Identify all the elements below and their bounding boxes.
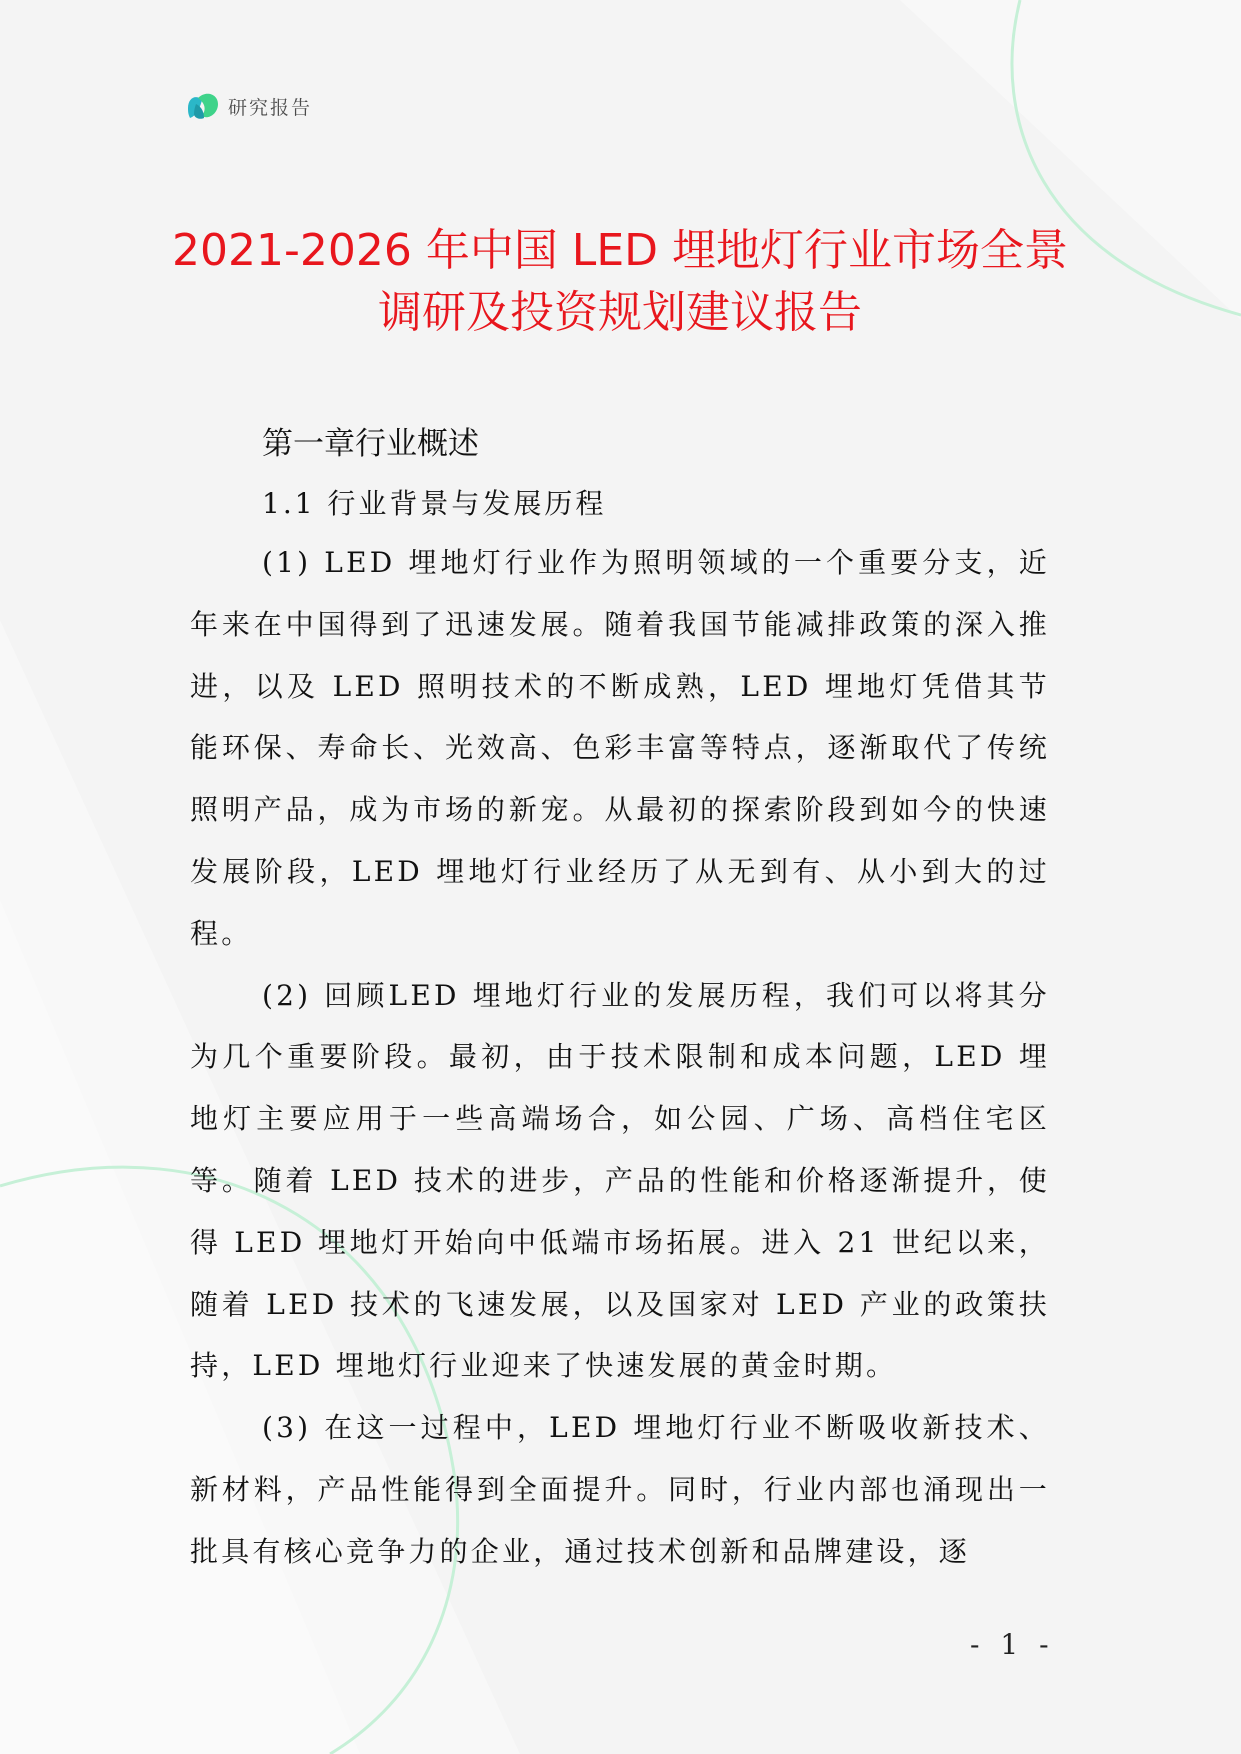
paragraph-2: (2) 回顾LED 埋地灯行业的发展历程，我们可以将其分为几个重要阶段。最初，由于技术限制和成本问题，LED 埋地灯主要应用于一些高端场合，如公园、广场、高档住宅区等。随着 LED 技术的进步，产品的性能和价格逐渐提升，使得 LED 埋地灯开始向中低端市场拓展。进入 21 世纪以来，随着 LED 技术的飞速发展，以及国家对 LED 产业的政策扶持，LED 埋地灯行业迎来了快速发展的黄金时期。 [190,978,1050,1383]
leaf-logo-icon [186,90,220,122]
chapter-heading: 第一章行业概述 [262,426,479,462]
body-text [190,532,1050,1583]
page-number: - 1 - [970,1628,1055,1661]
header-label: 研究报告 [228,96,313,119]
paragraph-1: (1) LED 埋地灯行业作为照明领域的一个重要分支，近年来在中国得到了迅速发展。随着我国节能减排政策的深入推进，以及 LED 照明技术的不断成熟，LED 埋地灯凭借其节能环保、寿命长、光效高、色彩丰富等特点，逐渐取代了传统照明产品，成为市场的新宠。从最初的探索阶段到如今的快速发展阶段，LED 埋地灯行业经历了从无到有、从小到大的过程。 [190,546,1050,950]
paragraph-3: (3) 在这一过程中，LED 埋地灯行业不断吸收新技术、新材料，产品性能得到全面提升。同时，行业内部也涌现出一批具有核心竞争力的企业，通过技术创新和品牌建设，逐 [190,1411,1050,1568]
section-heading: 1.1 行业背景与发展历程 [262,487,607,520]
report-title-line-2: 调研及投资规划建议报告 [378,287,862,338]
report-header [186,88,312,124]
report-title [140,220,1100,344]
report-title-line-1: 2021-2026 年中国 LED 埋地灯行业市场全景 [172,225,1068,276]
